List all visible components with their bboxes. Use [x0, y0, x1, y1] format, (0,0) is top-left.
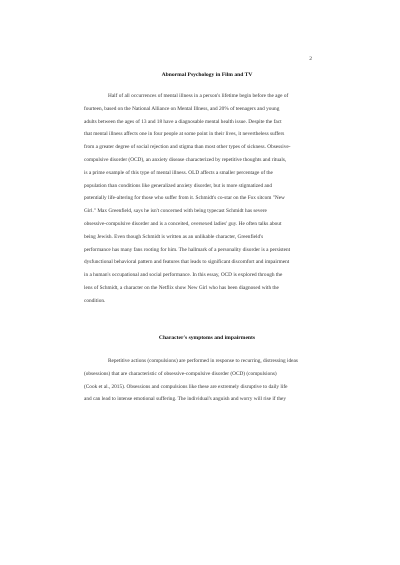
paragraph-line: condition.: [84, 297, 106, 304]
paragraph-line: (Cook et al., 2015). Obsessions and compulsions like these are extremely disruptive to daily life: [84, 383, 288, 390]
paragraph-line: being Jewish. Even though Schmidt is written as an unlikable character, Greenfield's: [84, 233, 264, 240]
paragraph-line: is a prime example of this type of mental illness. OLD affects a smaller percentage of the: [84, 169, 273, 176]
paragraph-line: fourteen, based on the National Alliance on Mental Illness, and 20% of teenagers and young: [84, 105, 280, 112]
section-character-symptoms: [84, 335, 330, 406]
section-heading: Character's symptoms and impairments: [158, 335, 256, 341]
paragraph-line: potentially life-altering for those who suffer from it. Schmidt's co-star on the Fox sitcom "New: [84, 195, 285, 202]
paragraph-line: Girl." Max Greenfield, says he isn't concerned with being typecast Schmidt has severe: [84, 208, 267, 215]
paragraph-line: adults between the ages of 13 and 18 have a diagnosable mental health issue. Despite the fact: [84, 118, 282, 125]
paragraph-line: (obsessions) that are characteristic of obsessive-compulsive disorder (OCD) (compulsions): [84, 370, 277, 377]
paragraph-line: obsessive-compulsive disorder and is a conceited, oversexed ladies' guy. He often talks about: [84, 220, 282, 227]
paragraph-line: compulsive disorder (OCD), an anxiety disease characterized by repetitive thoughts and rituals,: [84, 156, 287, 163]
section-abnormal-psychology: [84, 72, 330, 308]
paragraph-line: and can lead to intense emotional suffering. The individual's anguish and worry will rise if they: [84, 396, 286, 403]
paragraph-line: performance has many fans rooting for him. The hallmark of a personality disorder is a persistent: [84, 246, 291, 253]
paragraph-line: population than conditions like generalized anxiety disorder, but is more stigmatized and: [84, 182, 273, 189]
paragraph-line: Half of all occurrences of mental illness in a person's lifetime begin before the age of: [108, 93, 289, 99]
paragraph-line: Repetitive actions (compulsions) are performed in response to recurring, distressing ideas: [108, 358, 298, 364]
paragraph-line: in a human's occupational and social performance. In this essay, OCD is explored through the: [84, 272, 283, 279]
section-heading: Abnormal Psychology in Film and TV: [161, 72, 253, 78]
page-number: 2: [309, 56, 312, 62]
paragraph-line: lens of Schmidt, a character on the Netflix show New Girl who has been diagnosed with the: [84, 284, 279, 291]
paragraph-line: from a greater degree of social rejection and stigma than most other types of sickness. Obsessive-: [84, 144, 291, 151]
paragraph-line: dysfunctional behavioral pattern and features that leads to significant discomfort and impairment: [84, 259, 290, 266]
paragraph-line: that mental illness affects one in four people at some point in their lives, it nevertheless suffers: [84, 131, 285, 138]
